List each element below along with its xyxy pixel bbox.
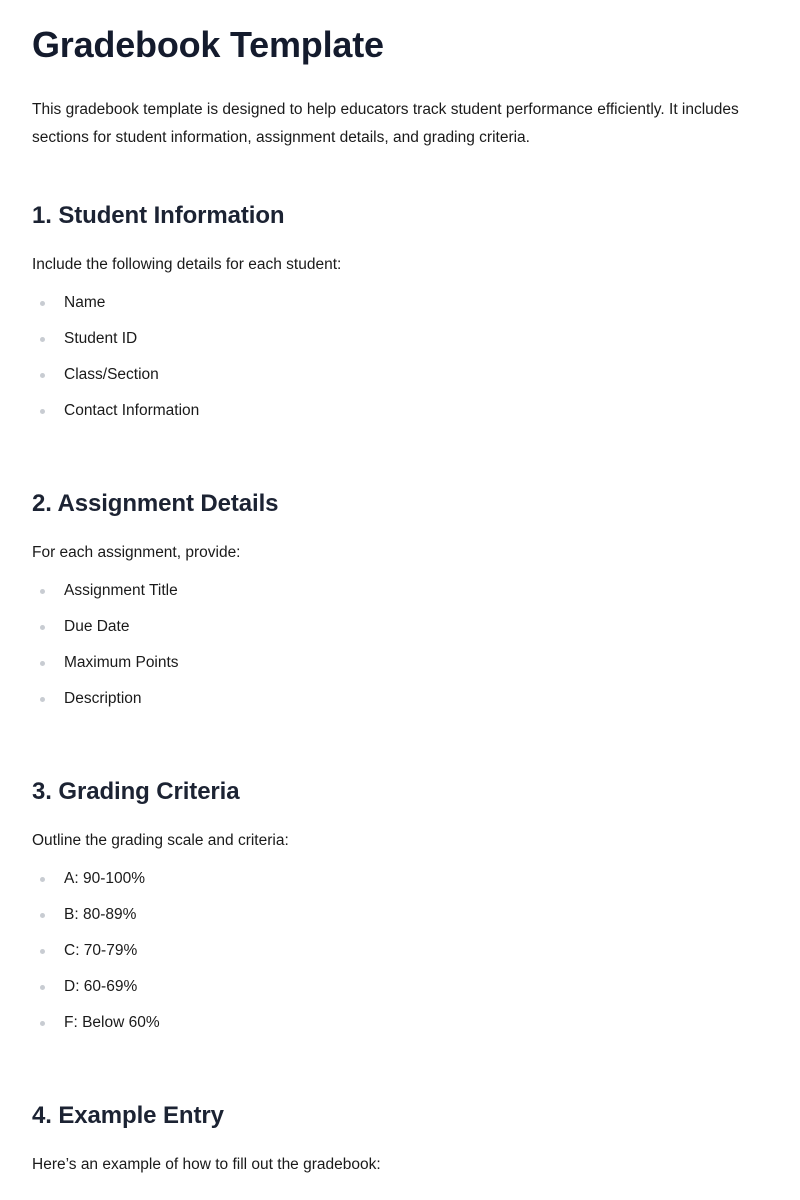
list-item xyxy=(32,689,768,725)
bullet-dot-icon xyxy=(40,337,45,342)
bullet-dot-icon xyxy=(40,985,45,990)
list-item-text: Description xyxy=(64,690,142,707)
bullet-list xyxy=(32,293,768,437)
bullet-list xyxy=(32,869,768,1049)
list-item-text: A: 90-100% xyxy=(64,870,145,887)
section-heading: 3. Grading Criteria xyxy=(32,778,240,805)
intro-paragraph: This gradebook template is designed to help educators track student performance efficiently. It includes sections for student information, assignment details, and grading criteria. xyxy=(32,101,739,146)
list-item-text: Maximum Points xyxy=(64,654,179,671)
bullet-dot-icon xyxy=(40,877,45,882)
list-item xyxy=(32,617,768,653)
section-lead: Outline the grading scale and criteria: xyxy=(32,832,289,849)
list-item-text: D: 60-69% xyxy=(64,978,138,995)
bullet-dot-icon xyxy=(40,589,45,594)
bullet-list xyxy=(32,581,768,725)
list-item-text: Class/Section xyxy=(64,366,159,383)
list-item xyxy=(32,329,768,365)
bullet-dot-icon xyxy=(40,625,45,630)
list-item xyxy=(32,653,768,689)
list-item xyxy=(32,293,768,329)
list-item-text: Contact Information xyxy=(64,402,200,419)
list-item-text: F: Below 60% xyxy=(64,1014,160,1031)
section-lead: Include the following details for each student: xyxy=(32,256,342,273)
section-heading: 2. Assignment Details xyxy=(32,490,279,517)
bullet-dot-icon xyxy=(40,661,45,666)
list-item-text: C: 70-79% xyxy=(64,942,138,959)
list-item-text: Due Date xyxy=(64,618,130,635)
bullet-dot-icon xyxy=(40,1021,45,1026)
section-assignment-details xyxy=(32,489,768,725)
list-item-text: B: 80-89% xyxy=(64,906,137,923)
list-item xyxy=(32,581,768,617)
list-item xyxy=(32,1013,768,1049)
list-item-text: Student ID xyxy=(64,330,138,347)
section-example-entry xyxy=(32,1101,768,1175)
list-item xyxy=(32,869,768,905)
list-item xyxy=(32,401,768,437)
bullet-dot-icon xyxy=(40,409,45,414)
list-item xyxy=(32,365,768,401)
bullet-dot-icon xyxy=(40,697,45,702)
bullet-dot-icon xyxy=(40,301,45,306)
section-heading: 4. Example Entry xyxy=(32,1102,224,1129)
list-item xyxy=(32,977,768,1013)
section-lead: Here’s an example of how to fill out the gradebook: xyxy=(32,1156,381,1173)
bullet-dot-icon xyxy=(40,913,45,918)
list-item-text: Name xyxy=(64,294,106,311)
section-grading-criteria xyxy=(32,777,768,1049)
list-item xyxy=(32,905,768,941)
section-student-information xyxy=(32,201,768,437)
page-title: Gradebook Template xyxy=(32,24,384,65)
section-heading: 1. Student Information xyxy=(32,202,285,229)
bullet-dot-icon xyxy=(40,949,45,954)
list-item-text: Assignment Title xyxy=(64,582,178,599)
bullet-dot-icon xyxy=(40,373,45,378)
section-lead: For each assignment, provide: xyxy=(32,544,241,561)
list-item xyxy=(32,941,768,977)
